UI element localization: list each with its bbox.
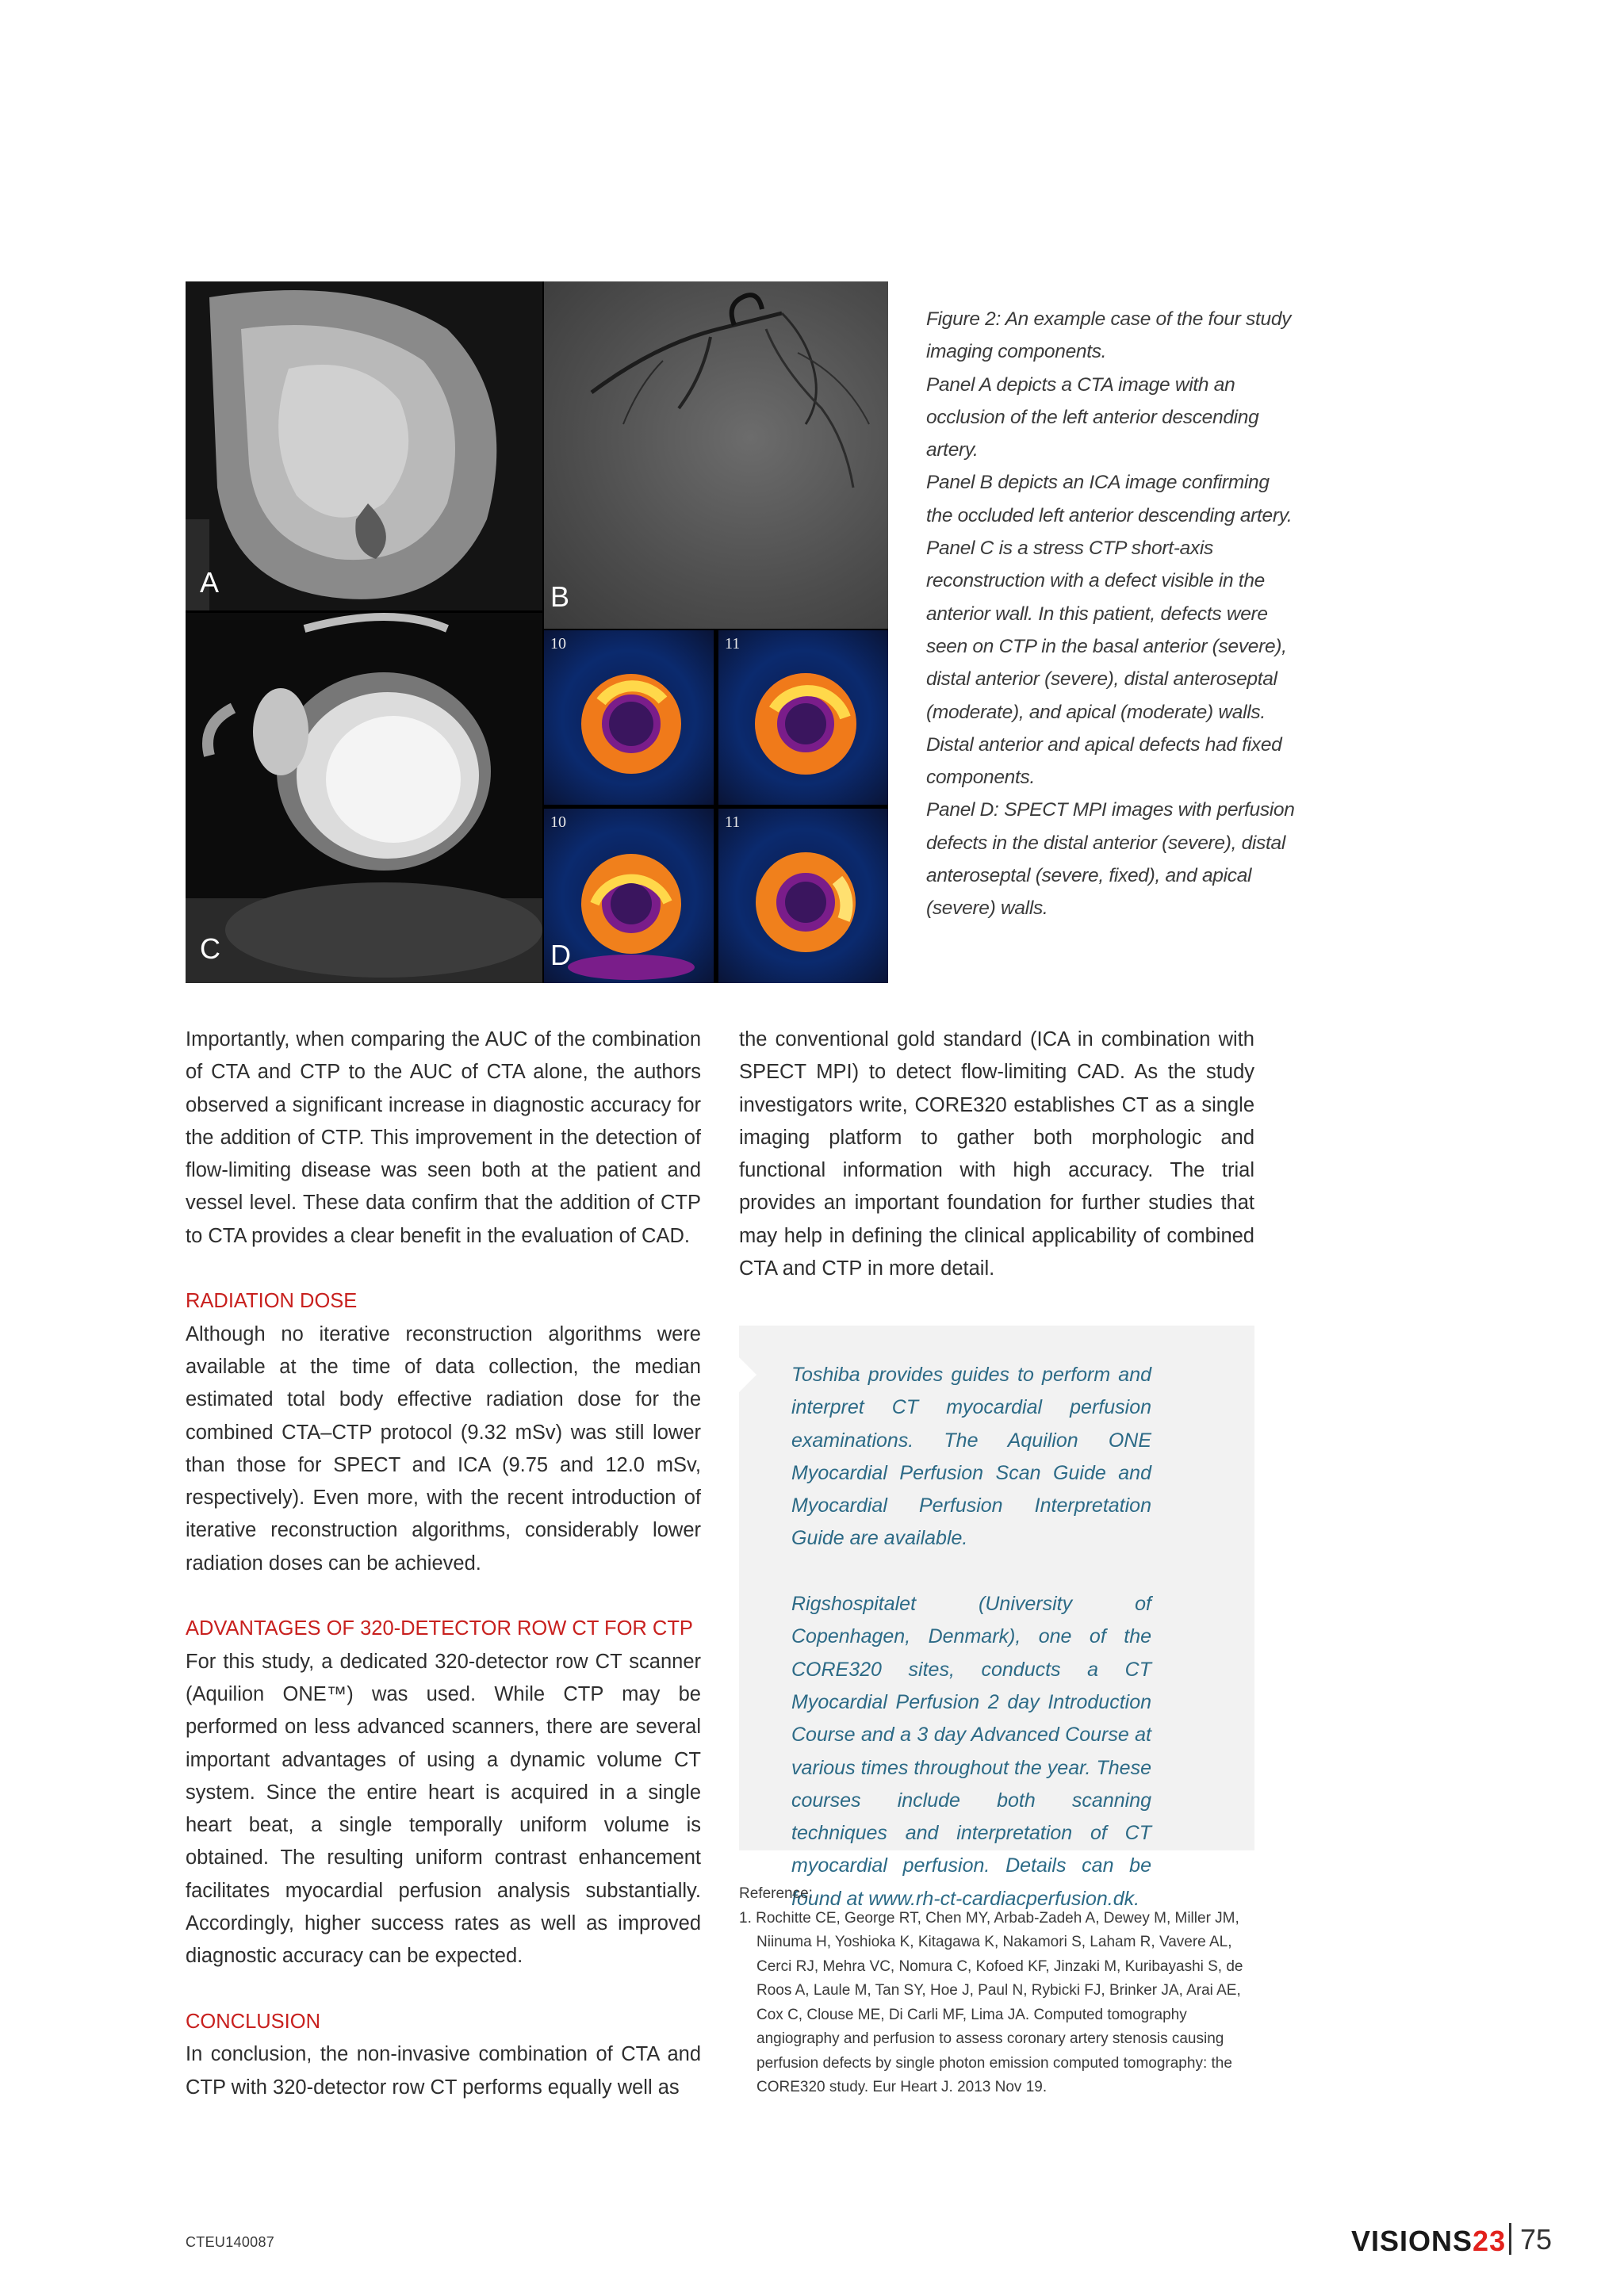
caption-title: Figure 2: An example case of the four study imaging components. (926, 308, 1292, 363)
panel-c-label: C (200, 932, 220, 965)
references-heading: Reference: (739, 1885, 813, 1902)
document-code: CTEU140087 (186, 2234, 275, 2250)
panel-a-label: A (200, 566, 220, 599)
advantages-paragraph: For this study, a dedicated 320-detector row CT scanner (Aquilion ONE™) was used. While CTP may be performed on less advanced scanners, there are several important advantages of using a dynamic volume CT system. Since the entire heart is acquired in a single heart beat, a single temporally uniform volume is obtained. The resulting uniform contrast enhancement facilitates myocardial perfusion analysis substantially. Accordingly, higher success rates as well as improved diagnostic accuracy can be expected. (186, 1650, 701, 1968)
conclusion-heading: CONCLUSION (186, 2010, 321, 2033)
caption-panel-a: Panel A depicts a CTA image with an occlusion of the left anterior descending artery. (926, 373, 1259, 461)
spect-image (544, 630, 714, 805)
panel-c-ctp-image (186, 613, 542, 983)
radiation-dose-heading: RADIATION DOSE (186, 1290, 358, 1313)
spect-slice-number: 10 (550, 635, 566, 652)
figure-2 (186, 281, 888, 983)
caption-panel-b: Panel B depicts an ICA image confirming the occluded left anterior descending artery. (926, 472, 1293, 526)
visions-logo (1351, 2225, 1506, 2258)
panel-d-spect-images (544, 630, 888, 983)
continuation-paragraph: the conventional gold standard (ICA in combination with SPECT MPI) to detect flow-limiting CAD. As the study investigators write, CORE320 establishes CT as a single imaging platform to gather both morphologic and functional information with high accuracy. The trial provides an important foundation for further studies that may help in defining the clinical applicability of combined CTA and CTP in more detail. (739, 1028, 1254, 1280)
panel-a-cta-image (186, 281, 542, 610)
reference-item: 1. Rochitte CE, George RT, Chen MY, Arbab-Zadeh A, Dewey M, Miller JM, Niinuma H, Yoshioka K, Kitagawa K, Nakamori S, Laham R, Vavere AL, Cerci RJ, Mehra VC, Nomura C, Kofoed KF, Jinzaki M, Kuribayashi S, de Roos A, Laule M, Tan SY, Hoe J, Paul N, Rybicki FJ, Brinker JA, Arai AE, Cox C, Clouse ME, Di Carli MF, Lima JA. Computed tomography angiography and perfusion to assess coronary artery stenosis causing perfusion defects by single photon emission computed tomography: the CORE320 study. Eur Heart J. 2013 Nov 19. (739, 1909, 1243, 2095)
spect-slice-number: 11 (725, 813, 741, 831)
caption-panel-d: Panel D: SPECT MPI images with perfusion defects in the distal anterior (severe), distal anteroseptal (severe, fixed), and apical (severe) walls. (926, 799, 1295, 920)
spect-slice-number: 10 (550, 813, 566, 831)
logo-number: 23 (1473, 2225, 1507, 2257)
callout-arrow-icon (739, 1357, 756, 1392)
panel-b-ica-image (544, 281, 888, 629)
spect-image (718, 809, 888, 983)
advantages-heading: ADVANTAGES OF 320-DETECTOR ROW CT FOR CTP (186, 1617, 693, 1640)
intro-paragraph: Importantly, when comparing the AUC of the combination of CTA and CTP to the AUC of CTA alone, the authors observed a significant increase in diagnostic accuracy for the addition of CTP. This improvement in the detection of flow-limiting disease was seen both at the patient and vessel level. These data confirm that the addition of CTP to CTA provides a clear benefit in the evaluation of CAD. (186, 1028, 701, 1247)
figure-caption (926, 303, 1299, 925)
conclusion-paragraph: In conclusion, the non-invasive combination of CTA and CTP with 320-detector row CT performs equally well as (186, 2043, 701, 2099)
spect-slice-number: 11 (725, 635, 741, 652)
references (739, 1882, 1254, 2100)
spect-image (718, 630, 888, 805)
page-number: 75 (1520, 2223, 1553, 2256)
panel-b-label: B (550, 580, 570, 613)
info-box-paragraph-courses: Rigshospitalet (University of Copenhagen, Denmark), one of the CORE320 sites, conducts a CT Myocardial Perfusion 2 day Introduction Course and a 3 day Advanced Course at various times throughout the year. These courses include both scanning techniques and interpretation of CT myocardial perfusion. Details can be found at www.rh-ct-cardiacperfusion.dk. (791, 1593, 1151, 1910)
right-column (739, 1024, 1254, 1285)
footer-divider (1509, 2223, 1511, 2255)
panel-d-label: D (550, 939, 571, 971)
radiation-dose-paragraph: Although no iterative reconstruction algorithms were available at the time of data collection, the median estimated total body effective radiation dose for the combined CTA–CTP protocol (9.32 mSv) was still lower than those for SPECT and ICA (9.75 and 12.0 mSv, respectively). Even more, with the recent introduction of iterative reconstruction algorithms, considerably lower radiation doses can be achieved. (186, 1322, 701, 1575)
info-box-text (791, 1359, 1151, 1915)
info-box-paragraph-guides: Toshiba provides guides to perform and interpret CT myocardial perfusion examinations. The Aquilion ONE Myocardial Perfusion Scan Guide and Myocardial Perfusion Interpretation Guide are available. (791, 1364, 1151, 1550)
logo-text: VISIONS (1351, 2225, 1473, 2257)
left-column (186, 1024, 701, 2104)
caption-panel-c: Panel C is a stress CTP short-axis reconstruction with a defect visible in the anterior wall. In this patient, defects were seen on CTP in the basal anterior (severe), distal anterior (severe), distal anteroseptal (moderate), and apical (moderate) walls. Distal anterior and apical defects had fixed components. (926, 538, 1287, 789)
